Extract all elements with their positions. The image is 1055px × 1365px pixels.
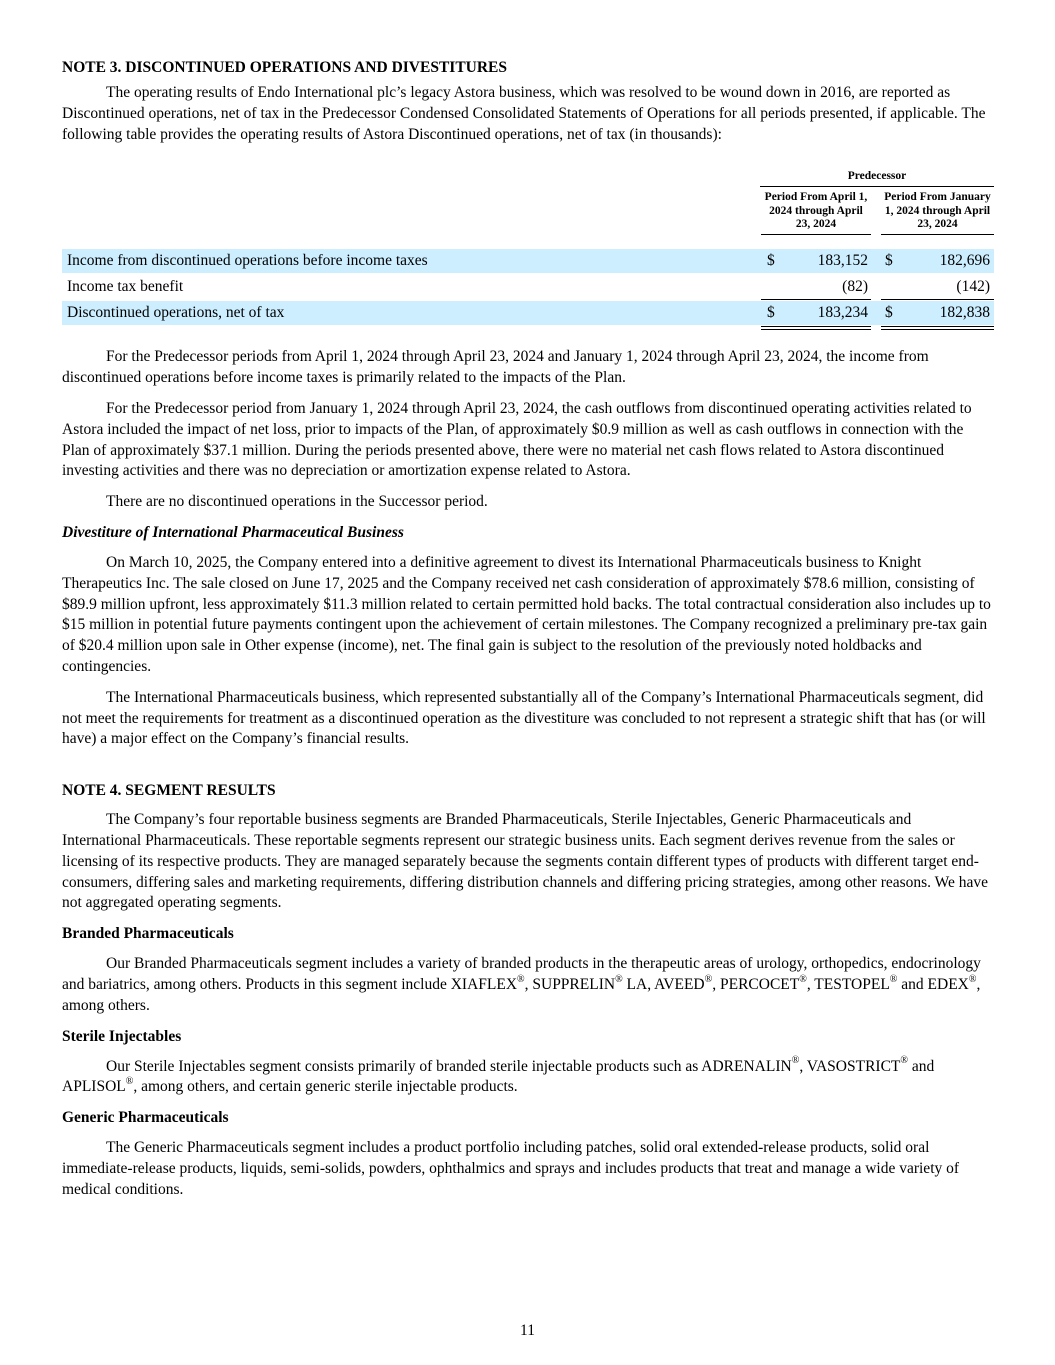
note3-para6: The International Pharmaceuticals business, which represented substantially all of the Company’s International Pharmaceuticals segment, did not meet the requirements for treatment as a discontinued operation as the divestiture was concluded to not represent a strategic shift that has (or will have) a major effect on the Company’s financial results. xyxy=(62,688,986,748)
cell-value: 183,152 xyxy=(817,252,868,270)
page-number: 11 xyxy=(520,1322,535,1339)
table-row xyxy=(62,249,994,273)
cell-value: 182,696 xyxy=(939,252,990,270)
table-row xyxy=(62,275,994,299)
total-double-rule xyxy=(761,326,871,330)
table-row xyxy=(62,301,994,325)
note4-heading: NOTE 4. SEGMENT RESULTS xyxy=(62,782,276,800)
dollar-sign: $ xyxy=(885,304,893,322)
note3-para5: On March 10, 2025, the Company entered into a definitive agreement to divest its International Pharmaceuticals business to Knight Therapeutics Inc. The sale closed on June 17, 2025 and the Company received net cash consideration of approximately $78.6 million, consisting of $89.9 million upfront, less approximately $11.3 million related to certain permitted hold backs. The total contractual consideration also includes up to $15 million in potential future payments contingent upon the achievement of certain milestones. The Company recognized a preliminary pre-tax gain of $20.4 million upon sale in Other expense (income), net. The final gain is subject to the resolution of the previously noted holdbacks and contingencies. xyxy=(62,553,991,675)
note3-heading: NOTE 3. DISCONTINUED OPERATIONS AND DIVESTITURES xyxy=(62,59,508,76)
cell-value: 182,838 xyxy=(939,304,990,322)
generic-text: The Generic Pharmaceuticals segment includes a product portfolio including patches, solid oral extended-release products, solid oral immediate-release products, liquids, semi-solids, powders, ophthalmics and sprays and includes products that treat and manage a wide variety of medical conditions. xyxy=(62,1139,960,1198)
row-label: Income tax benefit xyxy=(67,278,184,296)
cell-value: 183,234 xyxy=(817,304,868,322)
total-double-rule xyxy=(881,326,994,330)
col1-header: Period From April 1, 2024 through April 23, 2024 xyxy=(761,191,871,235)
note4-intro: The Company’s four reportable business segments are Branded Pharmaceuticals, Sterile Injectables, Generic Pharmaceuticals and International Pharmaceuticals. These reportable segments represent our strategic business units. Each segment derives revenue from the sales or licensing of its respective products. They are managed separately because the segments contain different types of products with different target end-consumers, differing sales and marketing requirements, differing distribution channels and differing pricing strategies, among other reasons. We have not aggregated operating segments. xyxy=(62,811,989,912)
col2-header: Period From January 1, 2024 through April 23, 2024 xyxy=(881,191,994,235)
row-label: Income from discontinued operations before income taxes xyxy=(67,252,428,270)
sterile-heading: Sterile Injectables xyxy=(62,1027,182,1045)
discontinued-ops-table xyxy=(62,169,994,339)
row-label: Discontinued operations, net of tax xyxy=(67,304,285,322)
branded-heading: Branded Pharmaceuticals xyxy=(62,925,234,943)
note3-para4: There are no discontinued operations in the Successor period. xyxy=(106,493,488,511)
note3-para3: For the Predecessor period from January 1, 2024 through April 23, 2024, the cash outflows from discontinued operating activities related to Astora included the impact of net loss, prior to impacts of the Plan, of approximately $0.9 million as well as cash outflows in connection with the Plan of approximately $37.1 million. During the periods presented above, there were no material net cash flows related to Astora discontinued investing activities and there was no depreciation or amortization expense related to Astora. xyxy=(62,399,972,480)
note3-intro: The operating results of Endo International plc’s legacy Astora business, which was resolved to be wound down in 2016, are reported as Discontinued operations, net of tax in the Predecessor Condensed Consolidated Statements of Operations for all periods presented, if applicable. The following table provides the operating results of Astora Discontinued operations, net of tax (in thousands): xyxy=(62,84,986,143)
predecessor-header: Predecessor xyxy=(760,169,994,187)
cell-value: (82) xyxy=(842,278,868,296)
generic-heading: Generic Pharmaceuticals xyxy=(62,1109,229,1127)
dollar-sign: $ xyxy=(767,304,775,322)
divestiture-heading: Divestiture of International Pharmaceutical Business xyxy=(62,523,404,541)
note3-para2: For the Predecessor periods from April 1, 2024 through April 23, 2024 and January 1, 2024 through April 23, 2024, the income from discontinued operations before income taxes is primarily related to the impacts of the Plan. xyxy=(62,348,929,387)
branded-text: Our Branded Pharmaceuticals segment includes a variety of branded products in the therapeutic areas of urology, orthopedics, endocrinology and bariatrics, among others. Products in this segment include XIAFLEX®, SUPPRELIN® LA, AVEED®, PERCOCET®, TESTOPEL® and EDEX®, among others. xyxy=(62,955,981,1014)
subtotal-rule xyxy=(881,299,994,300)
dollar-sign: $ xyxy=(885,252,893,270)
cell-value: (142) xyxy=(956,278,990,296)
sterile-text: Our Sterile Injectables segment consists primarily of branded sterile injectable products such as ADRENALIN®, VASOSTRICT® and APLISOL®, among others, and certain generic sterile injectable products. xyxy=(62,1055,935,1096)
subtotal-rule xyxy=(761,299,871,300)
document-page xyxy=(62,58,994,1201)
dollar-sign: $ xyxy=(767,252,775,270)
